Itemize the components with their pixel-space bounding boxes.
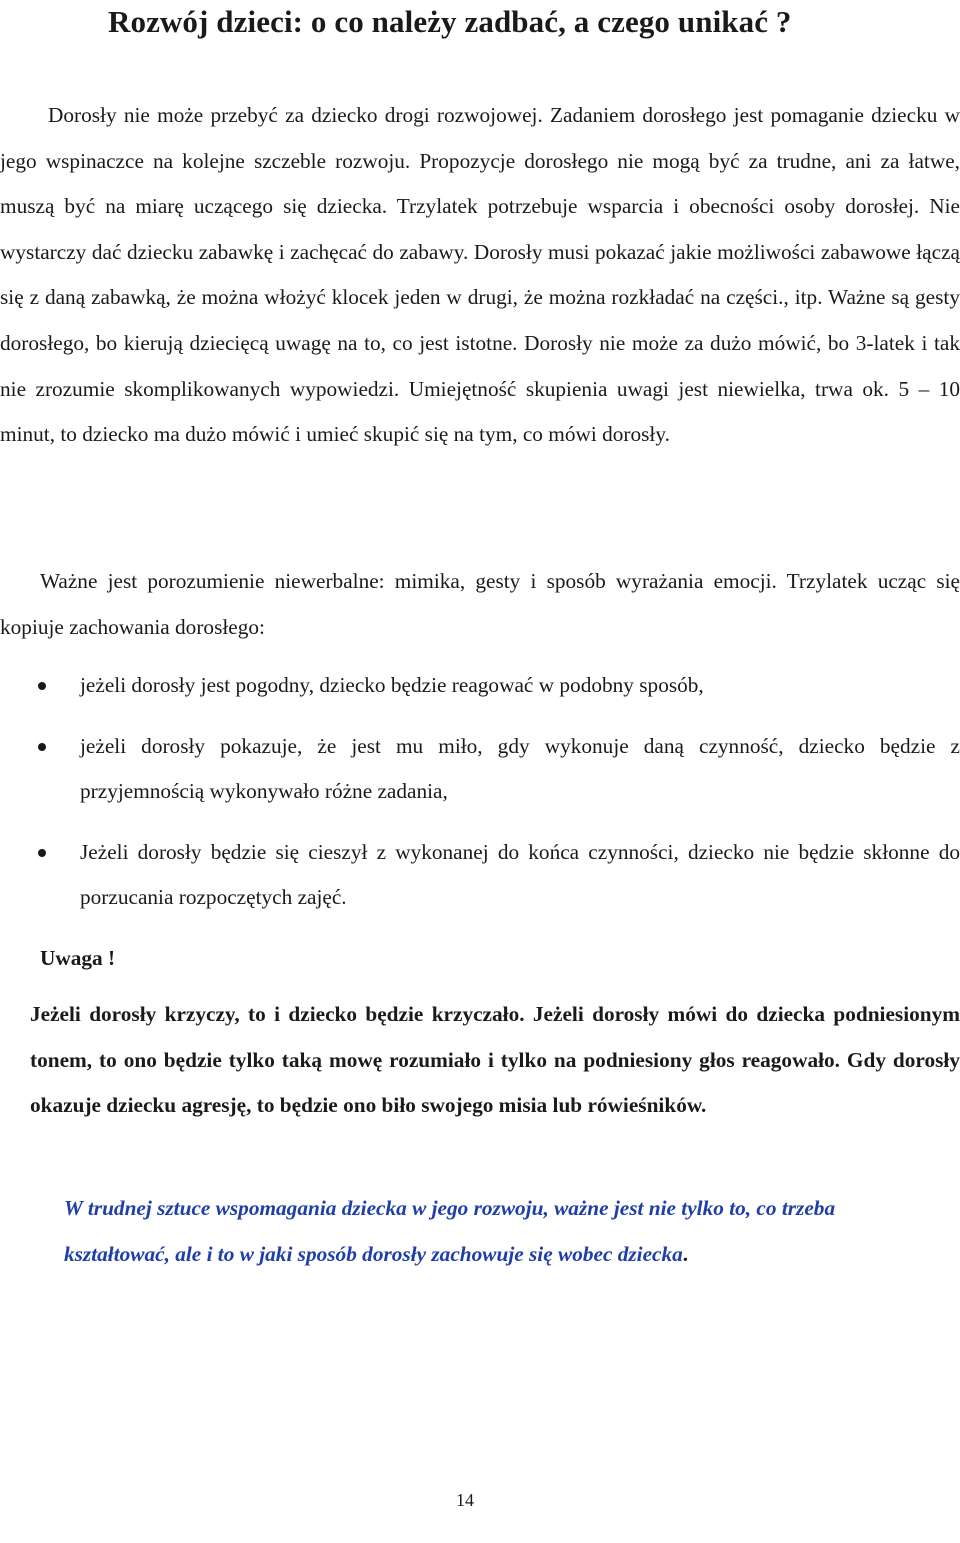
- list-item-text: Jeżeli dorosły będzie się cieszył z wykonanej do końca czynności, dziecko nie będzie skłonne do porzucania rozpoczętych zajęć.: [80, 839, 960, 910]
- bullet-dot-icon: [38, 682, 46, 690]
- bullet-dot-icon: [38, 849, 46, 857]
- warning-label: Uwaga !: [40, 946, 116, 970]
- intro-paragraph: Dorosły nie może przebyć za dziecko drogi rozwojowej. Zadaniem dorosłego jest pomaganie dziecku w jego wspinaczce na kolejne szczeble rozwoju. Propozycje dorosłego nie mogą być za trudne, ani za łatwe, muszą być na miarę uczącego się dziecka. Trzylatek potrzebuje wsparcia i obecności osoby dorosłej. Nie wystarczy dać dziecku zabawkę i zachęcać do zabawy. Dorosły musi pokazać jakie możliwości zabawowe łączą się z daną zabawką, że można włożyć klocek jeden w drugi, że można rozkładać na części., itp. Ważne są gesty dorosłego, bo kierują dziecięcą uwagę na to, co jest istotne. Dorosły nie może za dużo mówić, bo 3-latek i tak nie zrozumie skomplikowanych wypowiedzi. Umiejętność skupienia uwagi jest niewielka, trwa ok. 5 – 10 minut, to dziecko ma dużo mówić i umieć skupić się na tym, co mówi dorosły.: [0, 103, 960, 447]
- bullet-dot-icon: [38, 743, 46, 751]
- list-item-text: jeżeli dorosły jest pogodny, dziecko będzie reagować w podobny sposób,: [80, 673, 704, 697]
- closing-period: .: [682, 1241, 689, 1266]
- behavior-list: [0, 663, 960, 921]
- list-item: [0, 724, 960, 815]
- page-number: 14: [456, 1490, 474, 1510]
- warning-paragraph: Jeżeli dorosły krzyczy, to i dziecko będzie krzyczało. Jeżeli dorosły mówi do dziecka podniesionym tonem, to ono będzie tylko taką mowę rozumiało i tylko na podniesiony głos reagowało. Gdy dorosły okazuje dziecku agresję, to będzie ono biło swojego misia lub rówieśników.: [30, 1002, 960, 1118]
- nonverbal-paragraph: Ważne jest porozumienie niewerbalne: mimika, gesty i sposób wyrażania emocji. Trzylatek ucząc się kopiuje zachowania dorosłego:: [0, 569, 960, 639]
- list-item: [0, 663, 960, 709]
- closing-statement-text: W trudnej sztuce wspomagania dziecka w jego rozwoju, ważne jest nie tylko to, co trzeba kształtować, ale i to w jaki sposób dorosły zachowuje się wobec dziecka: [64, 1196, 836, 1266]
- page-title: Rozwój dzieci: o co należy zadbać, a czego unikać ?: [108, 4, 792, 39]
- list-item-text: jeżeli dorosły pokazuje, że jest mu miło, gdy wykonuje daną czynność, dziecko będzie z przyjemnością wykonywało różne zadania,: [80, 733, 960, 804]
- closing-statement: [64, 1186, 944, 1277]
- list-item: [0, 830, 960, 921]
